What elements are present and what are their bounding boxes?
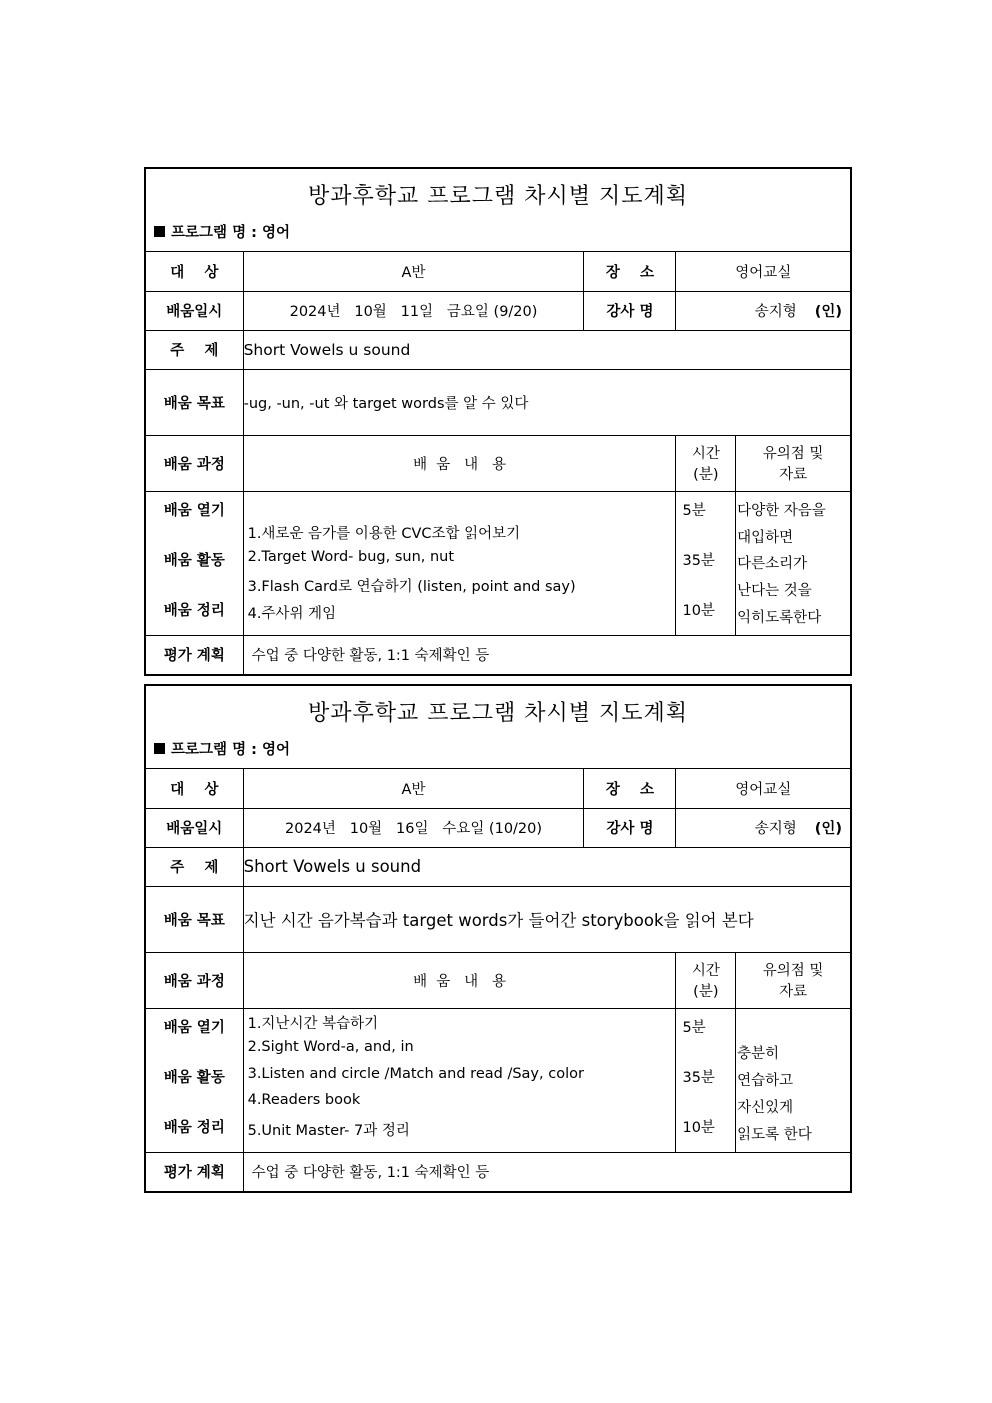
process-header-row [146,952,850,1008]
contents-cell [243,491,676,635]
process-header-row [146,435,850,491]
date-row [146,291,850,330]
topic-row [146,847,850,886]
plan-table [146,252,850,674]
time-opening: 5분 [682,1019,706,1036]
goal-value: -ug, -un, -ut 와 target words를 알 수 있다 [243,369,850,435]
program-name [154,738,290,759]
notes-header [736,952,850,1008]
time-activity: 35분 [682,1069,715,1086]
stage-labels-cell [146,491,243,635]
stamp-mark: (인) [814,304,842,320]
time-header [676,435,736,491]
time-header-line-1: 시간 [691,446,720,462]
target-row [146,252,850,291]
content-item: 5.Unit Master- 7과 정리 [247,1122,410,1139]
times-cell [676,491,736,635]
contents-list [244,1009,676,1152]
evaluation-label: 평가 계획 [146,635,243,674]
note-line: 연습하고 [737,1072,794,1089]
date-row [146,808,850,847]
notes-header [736,435,850,491]
plan-table [146,769,850,1191]
content-header: 배 움 내 용 [243,952,676,1008]
note-line: 다른소리가 [737,555,808,572]
stage-opening: 배움 열기 [163,1019,225,1036]
topic-value: Short Vowels u sound [243,330,850,369]
time-header-line-2: (분) [693,467,719,483]
notes-cell [736,1008,850,1152]
date-label: 배움일시 [146,808,243,847]
topic-label: 주 제 [146,330,243,369]
content-item: 1.새로운 음가를 이용한 CVC조합 읽어보기 [247,525,521,542]
process-body-row [146,491,850,635]
time-header-line-1: 시간 [691,963,720,979]
process-body-row [146,1008,850,1152]
times-cell [676,1008,736,1152]
plan-title: 방과후학교 프로그램 차시별 지도계획 [307,701,688,726]
plan-title: 방과후학교 프로그램 차시별 지도계획 [307,184,688,209]
goal-row [146,369,850,435]
place-label: 장 소 [584,252,676,291]
content-header: 배 움 내 용 [243,435,676,491]
evaluation-value: 수업 중 다양한 활동, 1:1 숙제확인 등 [243,635,850,674]
content-item: 4.Readers book [247,1091,361,1108]
date-value: 2024년 10월 11일 금요일 (9/20) [243,291,584,330]
goal-row [146,886,850,952]
stage-opening: 배움 열기 [163,502,225,519]
square-bullet-icon [154,226,165,237]
target-value: A반 [243,252,584,291]
evaluation-row [146,635,850,674]
note-line: 익히도록한다 [737,609,822,626]
evaluation-row [146,1152,850,1191]
time-header-line-2: (분) [693,984,719,1000]
note-line: 충분히 [737,1045,780,1062]
stage-labels [146,492,243,635]
content-item: 2.Target Word- bug, sun, nut [247,548,455,565]
notes-header-line-1: 유의점 및 [762,963,824,979]
target-label: 대 상 [146,769,243,808]
evaluation-label: 평가 계획 [146,1152,243,1191]
topic-label: 주 제 [146,847,243,886]
teacher-cell [676,808,850,847]
plan-header [146,686,850,769]
teacher-label: 강사 명 [584,808,676,847]
stage-activity: 배움 활동 [163,1069,225,1086]
notes-header-line-1: 유의점 및 [762,446,824,462]
stage-activity: 배움 활동 [163,552,225,569]
contents-list [244,492,676,635]
notes-cell [736,491,850,635]
teacher-cell [676,291,850,330]
date-label: 배움일시 [146,291,243,330]
teacher-name: 송지형 [754,304,797,320]
process-label: 배움 과정 [146,435,243,491]
target-row [146,769,850,808]
note-line: 대입하면 [737,529,794,546]
times-list [676,1009,735,1152]
program-name-text: 프로그램 명 : 영어 [171,742,290,758]
times-list [676,492,735,635]
lesson-plan-2 [144,684,852,1193]
target-label: 대 상 [146,252,243,291]
place-value: 영어교실 [676,769,850,808]
stamp-mark: (인) [814,821,842,837]
topic-value: Short Vowels u sound [243,847,850,886]
place-label: 장 소 [584,769,676,808]
notes-header-line-2: 자료 [779,467,808,483]
content-item: 1.지난시간 복습하기 [247,1015,379,1032]
notes-list [736,492,850,635]
date-value: 2024년 10월 16일 수요일 (10/20) [243,808,584,847]
stage-closing: 배움 정리 [163,602,225,619]
program-name [154,221,290,242]
stage-labels-cell [146,1008,243,1152]
goal-label: 배움 목표 [146,886,243,952]
note-line: 자신있게 [737,1099,794,1116]
time-closing: 10분 [682,1119,715,1136]
teacher-label: 강사 명 [584,291,676,330]
stage-labels [146,1009,243,1152]
content-item: 3.Flash Card로 연습하기 (listen, point and say) [247,578,576,595]
target-value: A반 [243,769,584,808]
time-header [676,952,736,1008]
goal-label: 배움 목표 [146,369,243,435]
teacher-name: 송지형 [754,821,797,837]
plan-header [146,169,850,252]
place-value: 영어교실 [676,252,850,291]
contents-cell [243,1008,676,1152]
goal-value: 지난 시간 음가복습과 target words가 들어간 storybook을 읽어 본다 [243,886,850,952]
process-label: 배움 과정 [146,952,243,1008]
notes-header-line-2: 자료 [779,984,808,1000]
content-item: 2.Sight Word-a, and, in [247,1038,414,1055]
time-activity: 35분 [682,552,715,569]
stage-closing: 배움 정리 [163,1119,225,1136]
topic-row [146,330,850,369]
note-line: 다양한 자음을 [737,502,826,519]
note-line: 난다는 것을 [737,582,812,599]
note-line: 읽도록 한다 [737,1126,812,1143]
program-name-text: 프로그램 명 : 영어 [171,225,290,241]
lesson-plan-1 [144,167,852,676]
content-item: 3.Listen and circle /Match and read /Say, color [247,1065,584,1082]
time-closing: 10분 [682,602,715,619]
time-opening: 5분 [682,502,706,519]
notes-list [736,1009,850,1152]
square-bullet-icon [154,743,165,754]
content-item: 4.주사위 게임 [247,605,337,622]
evaluation-value: 수업 중 다양한 활동, 1:1 숙제확인 등 [243,1152,850,1191]
